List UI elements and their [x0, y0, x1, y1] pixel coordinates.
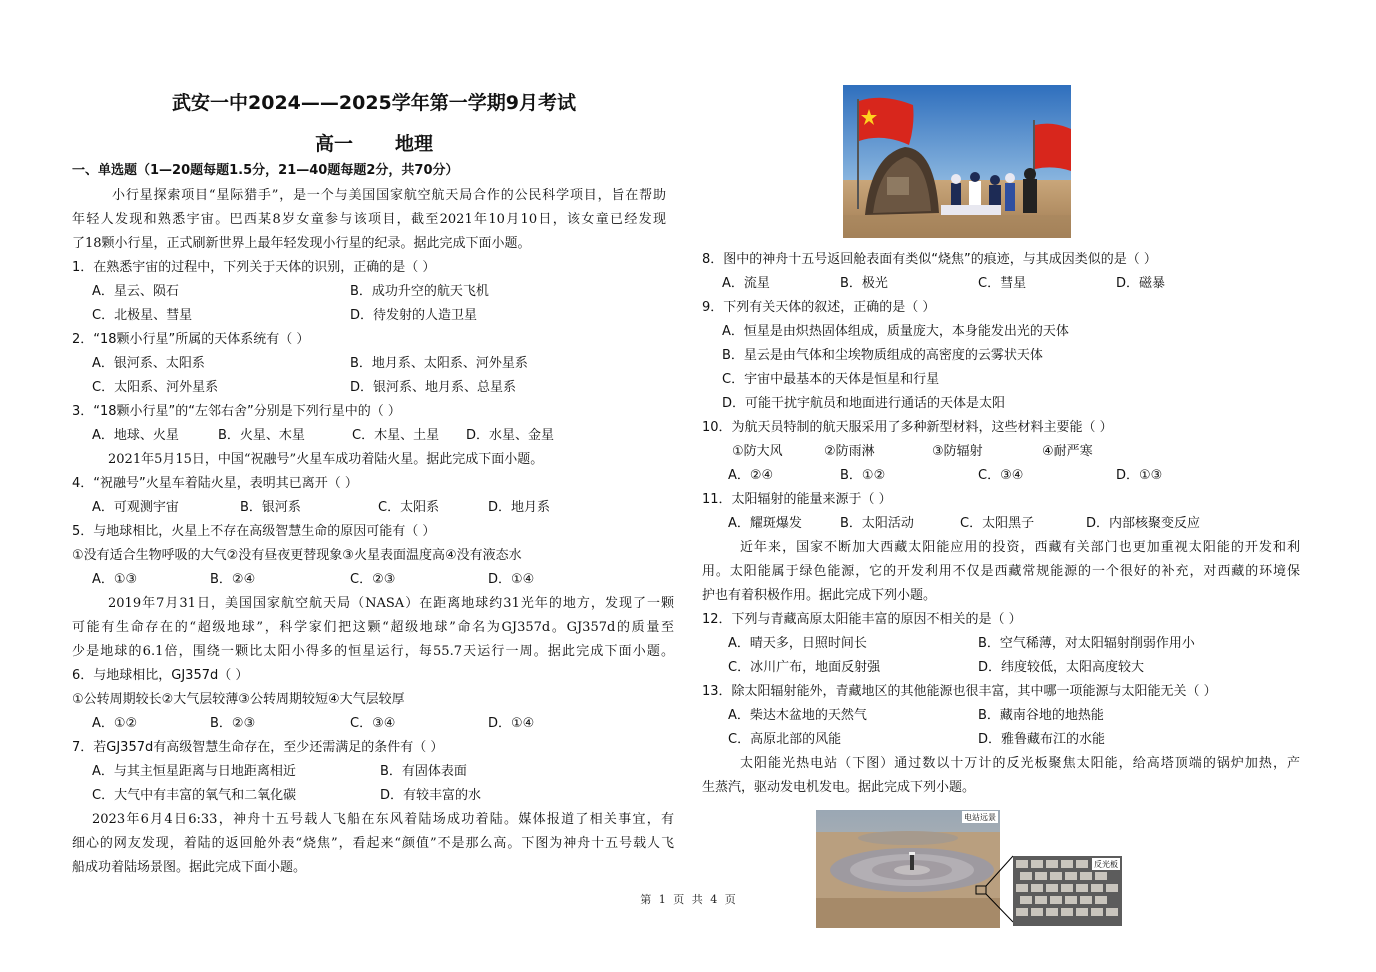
q5-option-d: D．①④ [488, 572, 535, 587]
passage-3-line-2: 可能有生命存在的“超级地球”，科学家们把这颗“超级地球”命名为GJ357d。GJ357d的质量至 [72, 620, 674, 635]
q6-option-b: B．②③ [210, 716, 256, 731]
q10-option-d: D．①③ [1116, 468, 1163, 483]
q12-option-d: D．纬度较低，太阳高度较大 [978, 660, 1145, 675]
question-7: 7．若GJ357d有高级智慧生命存在，至少还需满足的条件有（ ） [72, 740, 444, 755]
q4-option-a: A．可观测宇宙 [92, 500, 179, 515]
q3-option-a: A．地球、火星 [92, 428, 179, 443]
exam-subtitle [72, 129, 676, 156]
q7-option-a: A．与其主恒星距离与日地距离相近 [92, 764, 296, 779]
q11-option-a: A．耀斑爆发 [728, 516, 802, 531]
q5-option-b: B．②④ [210, 572, 256, 587]
q10-statement-3: ③防辐射 [932, 444, 983, 459]
question-3: 3．“18颗小行星”的“左邻右舍”分别是下列行星中的（ ） [72, 404, 401, 419]
q1-option-d: D．待发射的人造卫星 [350, 308, 478, 323]
footer-text-1: 第 [640, 893, 652, 906]
q5-statements: ①没有适合生物呼吸的大气②没有昼夜更替现象③火星表面温度高④没有液态水 [72, 548, 522, 563]
q10-statement-4: ④耐严寒 [1042, 444, 1093, 459]
footer-total-pages: 4 [710, 893, 718, 906]
passage-5-line-2: 用。太阳能属于绿色能源，它的开发利用不仅是西藏常规能源的一个很好的补充，对西藏的环境保 [702, 564, 1300, 579]
q9-option-d: D．可能干扰宇航员和地面进行通话的天体是太阳 [722, 396, 1006, 411]
footer-page-number: 1 [658, 893, 666, 906]
q3-option-d: D．水星、金星 [466, 428, 555, 443]
q12-option-a: A．晴天多，日照时间长 [728, 636, 867, 651]
q2-option-c: C．太阳系、河外星系 [92, 380, 219, 395]
q7-option-c: C．大气中有丰富的氧气和二氧化碳 [92, 788, 297, 803]
question-8: 8．图中的神舟十五号返回舱表面有类似“烧焦”的痕迹，与其成因类似的是（ ） [702, 252, 1157, 267]
question-11: 11．太阳辐射的能量来源于（ ） [702, 492, 892, 507]
q2-option-b: B．地月系、太阳系、河外星系 [350, 356, 528, 371]
exam-title: 武安一中2024——2025学年第一学期9月考试 [172, 92, 576, 114]
q13-option-d: D．雅鲁藏布江的水能 [978, 732, 1106, 747]
q10-option-a: A．②④ [728, 468, 774, 483]
page-footer [0, 891, 1376, 907]
passage-4-line-2: 细心的网友发现，着陆的返回舱外表“烧焦”，看起来“颜值”不是那么高。下图为神舟十五号载人飞 [72, 836, 674, 851]
q4-option-b: B．银河系 [240, 500, 301, 515]
passage-6-line-1: 太阳能光热电站（下图）通过数以十万计的反光板聚焦太阳能，给高塔顶端的锅炉加热，产 [740, 756, 1300, 771]
shenzhou-landing-image [843, 85, 1071, 238]
passage-3-line-3: 少是地球的6.1倍，围绕一颗比太阳小得多的恒星运行，每55.7天运行一周。据此完成下面小题。 [72, 644, 674, 659]
question-9: 9．下列有关天体的叙述，正确的是（ ） [702, 300, 936, 315]
section-heading: 一、单选题（1—20题每题1.5分，21—40题每题2分，共70分） [72, 163, 459, 178]
passage-1-line-3: 了18颗小行星，正式刷新世界上最年轻发现小行星的纪录。据此完成下面小题。 [72, 236, 531, 251]
q3-option-b: B．火星、木星 [218, 428, 305, 443]
q9-option-c: C．宇宙中最基本的天体是恒星和行星 [722, 372, 940, 387]
q11-option-b: B．太阳活动 [840, 516, 914, 531]
q12-option-c: C．冰川广布，地面反射强 [728, 660, 881, 675]
footer-text-4: 页 [724, 893, 736, 906]
q1-option-b: B．成功升空的航天飞机 [350, 284, 489, 299]
passage-1-line-2: 年轻人发现和熟悉宇宙。巴西某8岁女童参与该项目，截至2021年10月10日，该女童已经发现 [72, 212, 666, 227]
q10-statement-2: ②防雨淋 [824, 444, 875, 459]
q2-option-d: D．银河系、地月系、总星系 [350, 380, 517, 395]
q1-option-a: A．星云、陨石 [92, 284, 179, 299]
q3-option-c: C．木星、土星 [352, 428, 440, 443]
plant-overview-label: 电站远景 [964, 813, 996, 822]
q1-option-c: C．北极星、彗星 [92, 308, 193, 323]
question-2: 2．“18颗小行星”所属的天体系统有（ ） [72, 332, 310, 347]
solar-plant-image [816, 810, 1124, 928]
q8-option-c: C．彗星 [978, 276, 1027, 291]
footer-text-3: 共 [691, 893, 703, 906]
q7-option-b: B．有固体表面 [380, 764, 467, 779]
q12-option-b: B．空气稀薄，对太阳辐射削弱作用小 [978, 636, 1195, 651]
q5-option-a: A．①③ [92, 572, 138, 587]
q8-option-a: A．流星 [722, 276, 770, 291]
q11-option-d: D．内部核聚变反应 [1086, 516, 1201, 531]
q13-option-a: A．柴达木盆地的天然气 [728, 708, 867, 723]
question-5: 5．与地球相比，火星上不存在高级智慧生命的原因可能有（ ） [72, 524, 436, 539]
reflector-label: 反光板 [1094, 860, 1118, 869]
q4-option-d: D．地月系 [488, 500, 551, 515]
q10-option-c: C．③④ [978, 468, 1024, 483]
landing-photo [843, 85, 1071, 238]
footer-text-2: 页 [673, 893, 685, 906]
question-10: 10．为航天员特制的航天服采用了多种新型材料，这些材料主要能（ ） [702, 420, 1113, 435]
passage-6-line-2: 生蒸汽，驱动发电机发电。据此完成下列小题。 [702, 780, 976, 795]
q13-option-c: C．高原北部的风能 [728, 732, 842, 747]
q6-option-c: C．③④ [350, 716, 396, 731]
question-6: 6．与地球相比，GJ357d（ ） [72, 668, 249, 683]
passage-3-line-1: 2019年7月31日，美国国家航空航天局（NASA）在距离地球约31光年的地方，发现了一颗 [108, 596, 674, 611]
grade-label: 高一 [314, 133, 353, 155]
q9-option-b: B．星云是由气体和尘埃物质组成的高密度的云雾状天体 [722, 348, 1043, 363]
question-13: 13．除太阳辐射能外，青藏地区的其他能源也很丰富，其中哪一项能源与太阳能无关（ ） [702, 684, 1217, 699]
passage-1-line-1: 小行星探索项目“星际猎手”，是一个与美国国家航空航天局合作的公民科学项目，旨在帮助 [112, 188, 666, 203]
q10-statement-1: ①防大风 [732, 444, 783, 459]
q8-option-b: B．极光 [840, 276, 888, 291]
q9-option-a: A．恒星是由炽热固体组成，质量庞大，本身能发出光的天体 [722, 324, 1069, 339]
q6-statements: ①公转周期较长②大气层较薄③公转周期较短④大气层较厚 [72, 692, 405, 707]
passage-5-line-1: 近年来，国家不断加大西藏太阳能应用的投资，西藏有关部门也更加重视太阳能的开发和利 [740, 540, 1300, 555]
q11-option-c: C．太阳黑子 [960, 516, 1035, 531]
question-1: 1．在熟悉宇宙的过程中，下列关于天体的识别，正确的是（ ） [72, 260, 436, 275]
q5-option-c: C．②③ [350, 572, 396, 587]
passage-5-line-3: 护也有着积极作用。据此完成下列小题。 [702, 588, 937, 603]
passage-2: 2021年5月15日，中国“祝融号”火星车成功着陆火星。据此完成下面小题。 [108, 452, 544, 467]
q8-option-d: D．磁暴 [1116, 276, 1166, 291]
question-12: 12．下列与青藏高原太阳能丰富的原因不相关的是（ ） [702, 612, 1022, 627]
passage-4-line-1: 2023年6月4日6:33，神舟十五号载人飞船在东风着陆场成功着陆。媒体报道了相关事宜，有 [92, 812, 674, 827]
question-4: 4．“祝融号”火星车着陆火星，表明其已离开（ ） [72, 476, 358, 491]
q6-option-d: D．①④ [488, 716, 535, 731]
q2-option-a: A．银河系、太阳系 [92, 356, 205, 371]
q4-option-c: C．太阳系 [378, 500, 440, 515]
q13-option-b: B．藏南谷地的地热能 [978, 708, 1104, 723]
q7-option-d: D．有较丰富的水 [380, 788, 482, 803]
solar-plant-figure [816, 810, 1124, 928]
q10-option-b: B．①② [840, 468, 886, 483]
q6-option-a: A．①② [92, 716, 138, 731]
subject-label: 地理 [395, 133, 434, 155]
passage-4-line-3: 船成功着陆场景图。据此完成下面小题。 [72, 860, 307, 875]
